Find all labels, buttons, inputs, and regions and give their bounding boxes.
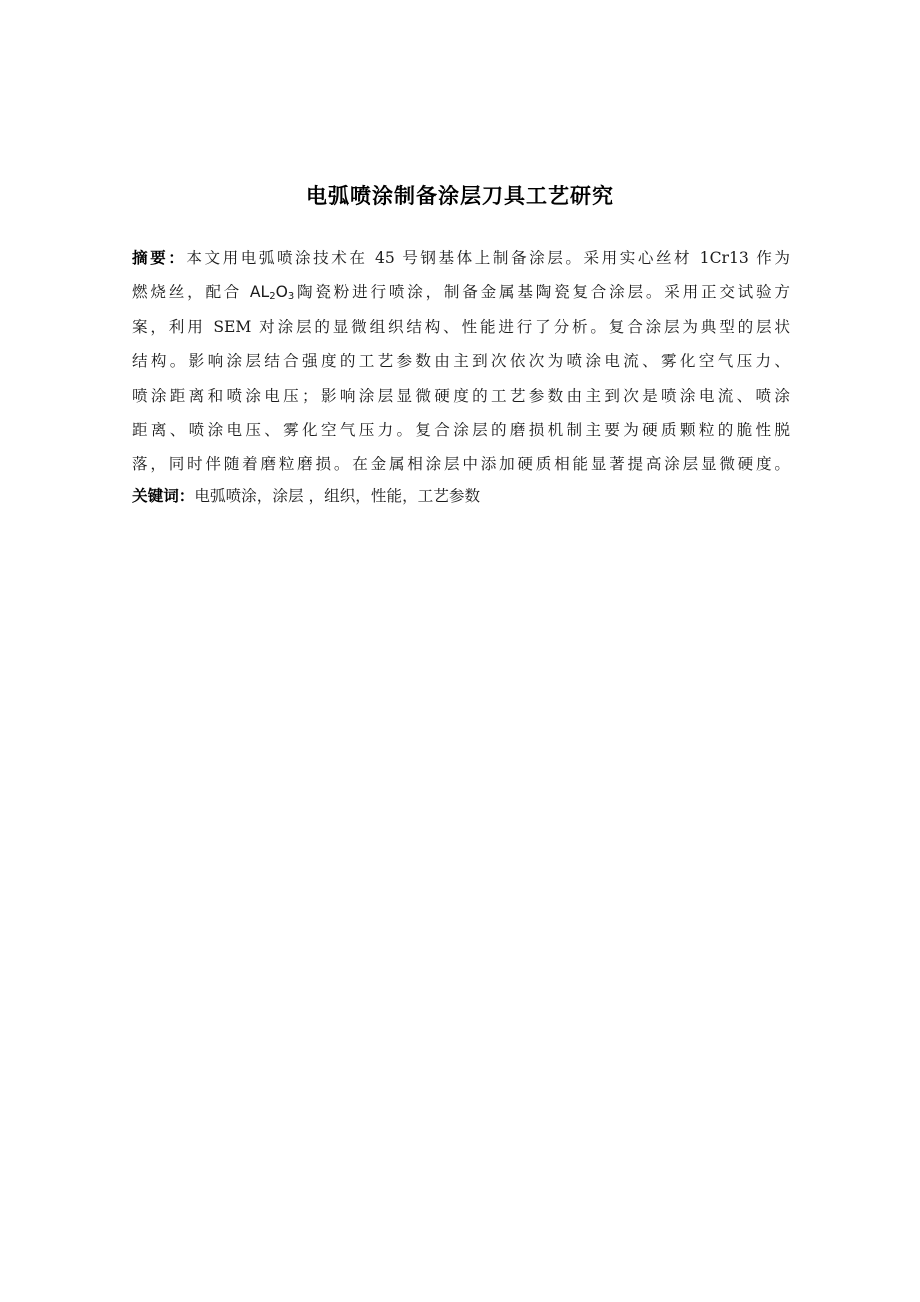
abstract-paragraph	[132, 241, 790, 482]
abstract-text: 燃烧丝，配合	[132, 283, 250, 302]
keywords-label: 关键词：	[132, 487, 195, 505]
chemical-formula: $AL_2O_3$	[249, 283, 295, 303]
keywords-line	[132, 481, 790, 511]
abstract-line: 落，同时伴随着磨粒磨损。在金属相涂层中添加硬质相能显著提高涂层显微硬度。	[132, 455, 790, 474]
abstract-label: 摘要：	[132, 249, 187, 267]
abstract-line	[132, 275, 790, 309]
abstract-line: 案，利用 SEM 对涂层的显微组织结构、性能进行了分析。复合涂层为典型的层状	[132, 317, 790, 336]
abstract-text: 本文用电弧喷涂技术在 45 号钢基体上制备涂层。采用实心丝材 1Cr13 作为	[186, 249, 790, 267]
keywords-text: 电弧喷涂，涂层 ，组织，性能，工艺参数	[194, 487, 481, 505]
abstract-line	[132, 241, 790, 275]
document-title: 电弧喷涂制备涂层刀具工艺研究	[306, 184, 614, 208]
abstract-line: 结构。影响涂层结合强度的工艺参数由主到次依次为喷涂电流、雾化空气压力、	[132, 352, 790, 371]
abstract-text: 陶瓷粉进行喷涂，制备金属基陶瓷复合涂层。采用正交试验方	[294, 283, 790, 302]
abstract-line: 喷涂距离和喷涂电压；影响涂层显微硬度的工艺参数由主到次是喷涂电流、喷涂	[132, 386, 790, 405]
abstract-line: 距离、喷涂电压、雾化空气压力。复合涂层的磨损机制主要为硬质颗粒的脆性脱	[132, 421, 790, 440]
